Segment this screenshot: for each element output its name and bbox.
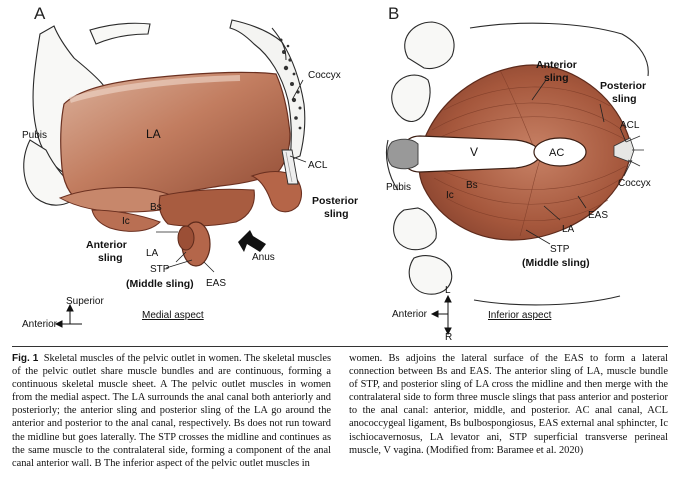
label-anterior-sling-b-1: Anterior [536, 59, 577, 71]
label-ic-a: Ic [122, 216, 130, 227]
orientation-anterior-label-b: Anterior [392, 309, 428, 320]
label-ic-b: Ic [446, 190, 454, 201]
label-la-small-a: LA [146, 248, 159, 259]
label-anterior-sling-b-2: sling [544, 72, 569, 84]
anus-arrow-icon [238, 230, 266, 252]
caption-divider [12, 346, 668, 347]
orientation-superior-label: Superior [66, 296, 104, 307]
orientation-anterior-label-a: Anterior [22, 319, 58, 330]
panel-b-aspect: Inferior aspect [488, 310, 552, 321]
orientation-l-label: L [445, 285, 451, 296]
label-v-b: V [470, 145, 479, 159]
label-anterior-sling-a-1: Anterior [86, 239, 127, 251]
label-coccyx-a: Coccyx [308, 70, 341, 81]
label-posterior-sling-a-1: Posterior [312, 195, 359, 207]
orientation-axes-b [432, 296, 451, 334]
label-middle-sling-a: (Middle sling) [126, 278, 194, 290]
caption-text-2: women. Bs adjoins the lateral surface of the EAS to form a lateral connection between Bs and EAS. The anterior sling of LA, muscle bundle of STP, and posterior sling of LA cross the midline and then merge with the contralateral side to form three muscle slings that pass anterior and posterior to the anal canal: anterior, middle, and posterior. AC anal canal, ACL anococcygeal ligament, Bs bulbospongiosus, EAS external anal sphincter, Ic ischiocavernosus, LA levator ani, STP superficial transverse perineal muscle, V vagina. (Modified from: Baramee et al. 2020) [349, 353, 668, 456]
label-ac-b: AC [549, 147, 565, 159]
label-posterior-sling-b-1: Posterior [600, 80, 647, 92]
label-anterior-sling-a-2: sling [98, 252, 123, 264]
label-anus-a: Anus [252, 252, 275, 263]
panel-b-letter: B [388, 4, 400, 23]
caption-column-2 [349, 352, 668, 488]
label-stp-a: STP [150, 264, 170, 275]
panel-a [22, 4, 358, 330]
label-la-b: LA [562, 224, 575, 235]
caption-text-1: Skeletal muscles of the pelvic outlet in women. The skeletal muscles of the pelvic outlet share muscle bundles and are continuous, forming a continuous skeletal muscle sheet. A The pelvic outlet muscles in women from the medial aspect. The LA surrounds the anal canal both anteriorly and posteriorly; the anterior sling and posterior sling of the LA go around the anterior and posterior to the anal canal, respectively. Bs does not run toward the midline but goes laterally. The STP crosses the midline and continues as the same muscle to the contralateral side, forming a component of the anal canal anterior wall. B The inferior aspect of the pelvic outlet muscles in [12, 353, 331, 469]
caption-fig-label: Fig. 1 [12, 353, 39, 364]
label-bs-a: Bs [150, 202, 162, 213]
orientation-r-label: R [445, 332, 453, 340]
label-la-a: LA [146, 127, 161, 141]
orientation-axes-a [56, 305, 82, 327]
label-eas-a: EAS [206, 278, 227, 289]
label-acl-a: ACL [308, 160, 328, 171]
figure-caption [12, 352, 668, 488]
label-eas-b: EAS [588, 210, 609, 221]
label-middle-sling-b: (Middle sling) [522, 257, 590, 269]
label-stp-b: STP [550, 244, 570, 255]
label-posterior-sling-b-2: sling [612, 93, 637, 105]
label-coccyx-b: Coccyx [618, 178, 651, 189]
caption-column-1 [12, 352, 331, 488]
label-bs-b: Bs [466, 180, 478, 191]
label-acl-b: ACL [620, 120, 640, 131]
stp-muscle-a [159, 189, 254, 226]
label-pubis-b: Pubis [386, 182, 412, 193]
label-pubis-a: Pubis [22, 130, 48, 141]
panel-a-aspect: Medial aspect [142, 310, 204, 321]
panel-a-letter: A [34, 4, 46, 23]
label-posterior-sling-a-2: sling [324, 208, 349, 220]
panel-b [386, 4, 651, 340]
